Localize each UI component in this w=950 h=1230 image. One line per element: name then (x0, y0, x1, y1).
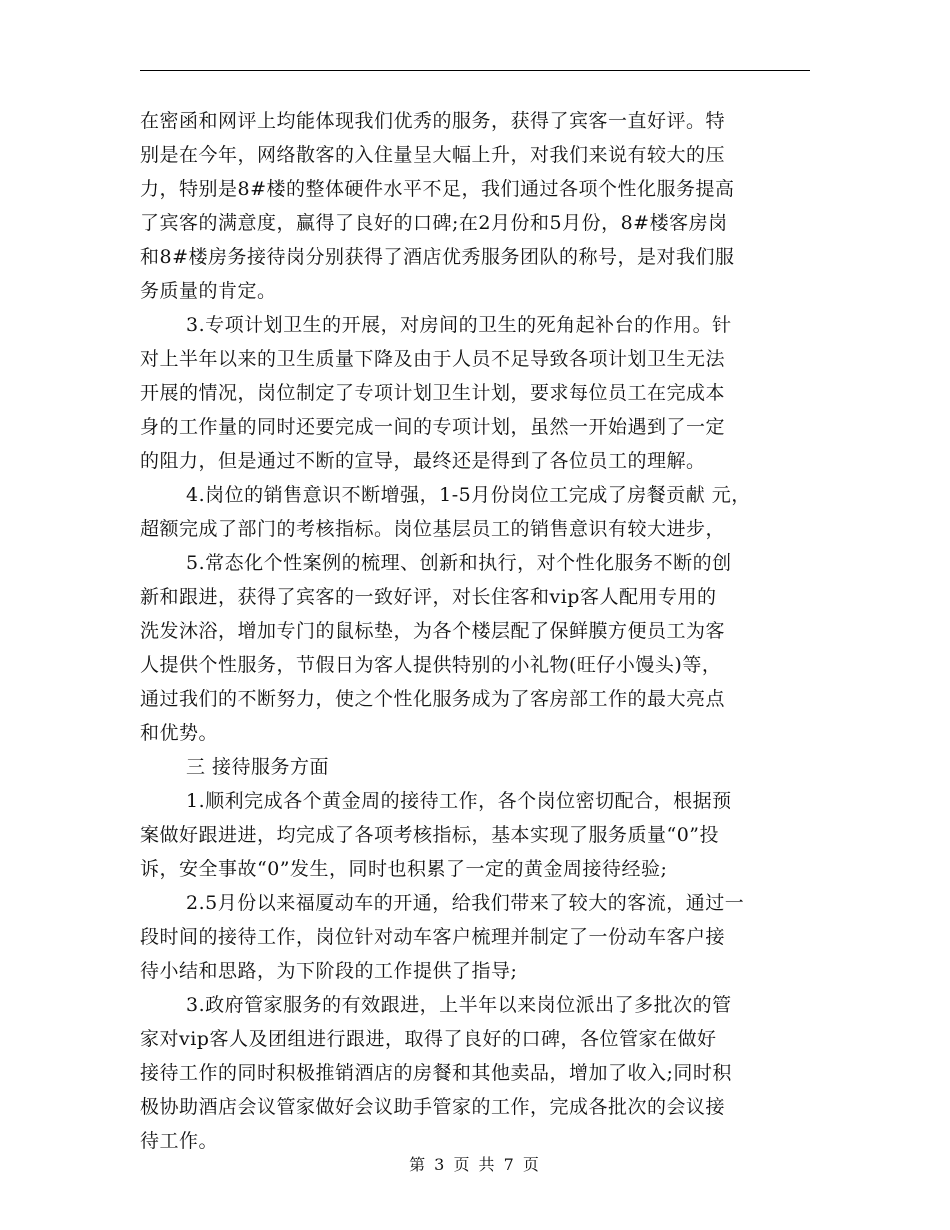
text-line: 别是在今年，网络散客的入住量呈大幅上升，对我们来说有较大的压 (140, 144, 726, 166)
text-line: 3.政府管家服务的有效跟进，上半年以来岗位派出了多批次的管 (186, 994, 732, 1016)
text-line: 三 接待服务方面 (186, 756, 330, 778)
text-line: 诉，安全事故“0”发生，同时也积累了一定的黄金周接待经验; (140, 858, 668, 880)
text-line: 和优势。 (140, 722, 219, 744)
text-line: 力，特别是8#楼的整体硬件水平不足，我们通过各项个性化服务提高 (140, 178, 735, 200)
text-line: 开展的情况，岗位制定了专项计划卫生计划，要求每位员工在完成本 (140, 382, 726, 404)
text-line: 了宾客的满意度，赢得了良好的口碑;在2月份和5月份，8#楼客房岗 (140, 212, 728, 234)
text-line: 洗发沐浴，增加专门的鼠标垫，为各个楼层配了保鲜膜方便员工为客 (140, 620, 726, 642)
text-line: 务质量的肯定。 (140, 280, 277, 302)
text-line: 1.顺利完成各个黄金周的接待工作，各个岗位密切配合，根据预 (186, 790, 732, 812)
text-line: 的阻力，但是通过不断的宣导，最终还是得到了各位员工的理解。 (140, 450, 706, 472)
document-body (140, 104, 812, 1158)
text-line: 通过我们的不断努力，使之个性化服务成为了客房部工作的最大亮点 (140, 688, 726, 710)
text-line: 超额完成了部门的考核指标。岗位基层员工的销售意识有较大进步， (140, 518, 726, 540)
text-line: 在密函和网评上均能体现我们优秀的服务，获得了宾客一直好评。特 (140, 110, 726, 132)
text-line: 待工作。 (140, 1130, 219, 1152)
text-line: 待小结和思路，为下阶段的工作提供了指导; (140, 960, 518, 982)
header-rule (140, 70, 810, 71)
page-number-footer: 第 3 页 共 7 页 (409, 1155, 541, 1174)
text-line: 新和跟进，获得了宾客的一致好评，对长住客和vip客人配用专用的 (140, 586, 717, 608)
text-line: 接待工作的同时积极推销酒店的房餐和其他卖品，增加了收入;同时积 (140, 1062, 732, 1084)
text-line: 5.常态化个性案例的梳理、创新和执行，对个性化服务不断的创 (186, 552, 732, 574)
text-line: 极协助酒店会议管家做好会议助手管家的工作，完成各批次的会议接 (140, 1096, 726, 1118)
text-line: 身的工作量的同时还要完成一间的专项计划，虽然一开始遇到了一定 (140, 416, 726, 438)
text-line: 人提供个性服务，节假日为客人提供特别的小礼物(旺仔小馒头)等， (140, 654, 722, 676)
text-line: 和8#楼房务接待岗分别获得了酒店优秀服务团队的称号，是对我们服 (140, 246, 735, 268)
text-line: 2.5月份以来福厦动车的开通，给我们带来了较大的客流，通过一 (186, 892, 745, 914)
text-line: 案做好跟进进，均完成了各项考核指标，基本实现了服务质量“0”投 (140, 824, 720, 846)
text-line: 4.岗位的销售意识不断增强，1-5月份岗位工完成了房餐贡献 元， (186, 484, 751, 506)
text-line: 段时间的接待工作，岗位针对动车客户梳理并制定了一份动车客户接 (140, 926, 726, 948)
text-line: 3.专项计划卫生的开展，对房间的卫生的死角起补台的作用。针 (186, 314, 732, 336)
text-line: 对上半年以来的卫生质量下降及由于人员不足导致各项计划卫生无法 (140, 348, 726, 370)
text-line: 家对vip客人及团组进行跟进，取得了良好的口碑，各位管家在做好 (140, 1028, 717, 1050)
